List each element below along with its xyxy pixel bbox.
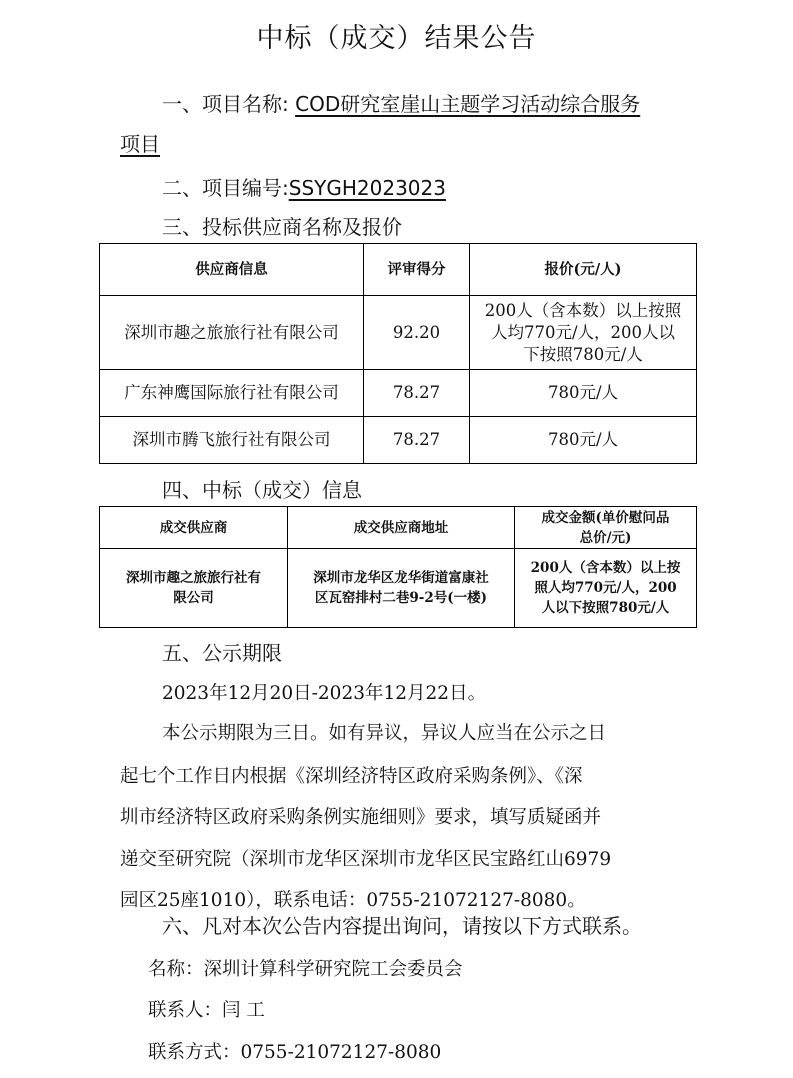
supplier-name: 深圳市腾飞旅行社有限公司	[100, 417, 364, 464]
project-name-continuation	[120, 128, 160, 157]
header-line: 成交金额(单价慰问品	[541, 509, 670, 526]
table-row	[100, 296, 697, 370]
header-award-amount	[515, 507, 697, 549]
body-line: 圳市经济特区政府采购条例实施细则》要求，填写质疑函并	[120, 807, 602, 828]
header-price: 报价(元/人)	[470, 244, 697, 296]
cell-line: 照人均770元/人，200	[534, 580, 677, 596]
award-table	[99, 506, 697, 628]
cell-line: 人以下按照780元/人	[541, 600, 670, 616]
supplier-name: 广东神鹰国际旅行社有限公司	[100, 370, 364, 417]
section-award-heading: 四、中标（成交）信息	[162, 478, 362, 502]
score: 78.27	[364, 417, 470, 464]
award-amount	[515, 549, 697, 628]
table-header-row	[100, 507, 697, 549]
cell-line: 限公司	[173, 590, 214, 606]
header-award-address: 成交供应商地址	[288, 507, 515, 549]
award-supplier	[100, 549, 288, 628]
body-line: 园区25座1010），联系电话：0755-21072127-8080。	[120, 890, 586, 911]
cell-line: 深圳市趣之旅旅行社有	[126, 570, 261, 586]
contact-person: 联系人：闫 工	[148, 1000, 265, 1021]
project-name-label: 一、项目名称:	[162, 92, 296, 116]
project-number-row	[162, 172, 446, 201]
section-contact-heading: 六、凡对本次公告内容提出询问，请按以下方式联系。	[162, 914, 642, 938]
body-line: 起七个工作日内根据《深圳经济特区政府采购条例》、《深	[120, 766, 583, 787]
project-number-value: SSYGH2023023	[288, 176, 446, 200]
table-row	[100, 549, 697, 628]
body-line: 本公示期限为三日。如有异议，异议人应当在公示之日	[162, 723, 607, 744]
project-number-label: 二、项目编号:	[162, 176, 289, 200]
bidders-table	[99, 243, 697, 464]
price-line: 人均770元/人，200人以	[490, 322, 676, 342]
cell-line: 深圳市龙华区龙华街道富康社	[313, 570, 489, 586]
table-row	[100, 417, 697, 464]
price	[470, 417, 697, 464]
price-line: 200人（含本数）以上按照	[484, 300, 682, 320]
price-line: 780元/人	[547, 383, 619, 402]
section-bidders-heading: 三、投标供应商名称及报价	[162, 215, 402, 239]
price-line: 780元/人	[547, 430, 619, 449]
page-title: 中标（成交）结果公告	[256, 23, 537, 54]
contact-phone: 联系方式：0755-21072127-8080	[148, 1042, 442, 1063]
price-line: 下按照780元/人	[523, 344, 643, 364]
score: 78.27	[364, 370, 470, 417]
award-address	[288, 549, 515, 628]
cell-line: 200人（含本数）以上按	[530, 560, 681, 576]
header-line: 总价/元)	[579, 529, 632, 546]
section-publicity-heading: 五、公示期限	[162, 641, 282, 665]
price	[470, 370, 697, 417]
header-supplier: 供应商信息	[100, 244, 364, 296]
cell-line: 区瓦窑排村二巷9-2号(一楼)	[314, 590, 488, 606]
project-name-value: COD研究室崖山主题学习活动综合服务	[295, 92, 641, 116]
contact-org-name: 名称：深圳计算科学研究院工会委员会	[148, 959, 463, 980]
project-name-value-cont: 项目	[120, 132, 160, 156]
supplier-name: 深圳市趣之旅旅行社有限公司	[100, 296, 364, 370]
body-line: 递交至研究院（深圳市龙华区深圳市龙华区民宝路红山6979	[120, 849, 612, 870]
project-name-row	[162, 88, 640, 117]
score: 92.20	[364, 296, 470, 370]
table-header-row	[100, 244, 697, 296]
price	[470, 296, 697, 370]
table-row	[100, 370, 697, 417]
header-award-supplier: 成交供应商	[100, 507, 288, 549]
header-score: 评审得分	[364, 244, 470, 296]
publicity-dates: 2023年12月20日-2023年12月22日。	[162, 683, 487, 704]
